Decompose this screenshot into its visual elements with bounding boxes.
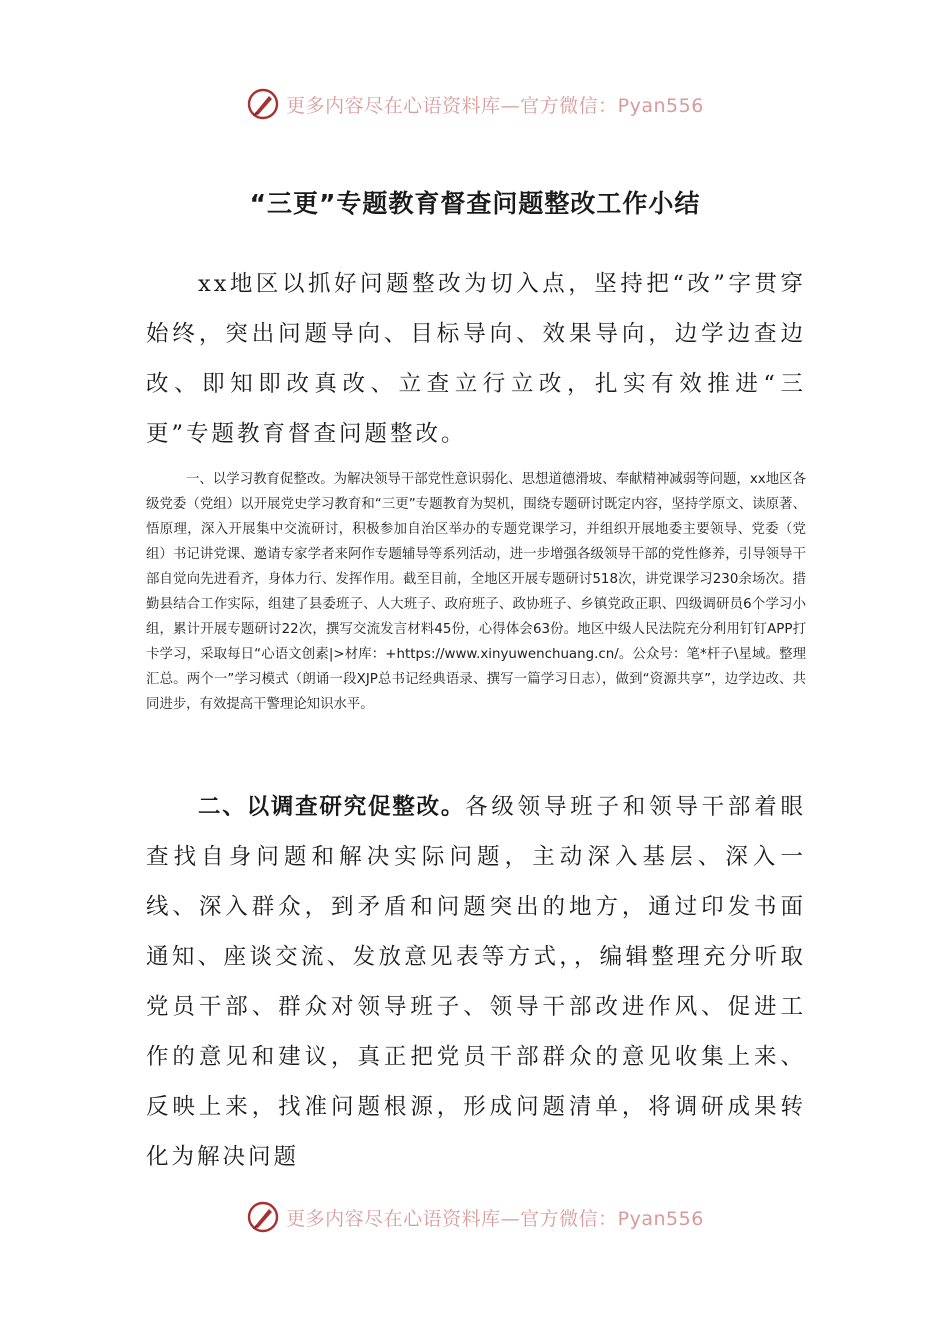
intro-paragraph: xx地区以抓好问题整改为切入点，坚持把“改”字贯穿始终，突出问题导向、目标导向、效果导向，边学边查边改、即知即改真改、立查立行立改，扎实有效推进“三更”专题教育督查问题整改。: [146, 271, 806, 447]
section-1-paragraph: 一、以学习教育促整改。为解决领导干部党性意识弱化、思想道德滑坡、奉献精神减弱等问题，xx地区各级党委（党组）以开展党史学习教育和“三更”专题教育为契机，围绕专题研讨既定内容，坚持学原文、读原著、悟原理，深入开展集中交流研讨，积极参加自治区举办的专题党课学习，并组织开展地委主要领导、党委（党组）书记讲党课、邀请专家学者来阿作专题辅导等系列活动，进一步增强各级领导干部的党性修养，引导领导干部自觉向先进看齐，身体力行、发挥作用。截至目前，全地区开展专题研讨518次，讲党课学习230余场次。措勤县结合工作实际，组建了县委班子、人大班子、政府班子、政协班子、乡镇党政正职、四级调研员6个学习小组，累计开展专题研讨22次，撰写交流发言材料45份，心得体会63份。地区中级人民法院充分利用钉钉APP打卡学习，采取每日“心语文创素|>材库：+https://www.xinyuwenchuang.cn/。公众号：笔*杆子\星域。整理汇总。两个一”学习模式（朗诵一段XJP总书记经典语录、撰写一篇学习日志），做到“资源共享”，边学边改、共同进步，有效提高干警理论知识水平。: [146, 472, 806, 712]
watermark-footer: [0, 1197, 950, 1237]
wechat-id: Pyan556: [617, 94, 704, 117]
watermark-text: 更多内容尽在心语资料库—官方微信：Pyan556: [286, 1207, 704, 1230]
document-title: “三更”专题教育督查问题整改工作小结: [249, 189, 701, 218]
section-2-heading: 二、以调查研究促整改。: [198, 794, 466, 820]
watermark-text: 更多内容尽在心语资料库—官方微信：Pyan556: [286, 94, 704, 117]
pen-logo-icon: [246, 87, 280, 121]
section-2-body: 各级领导班子和领导干部着眼查找自身问题和解决实际问题，主动深入基层、深入一线、深入群众，到矛盾和问题突出的地方，通过印发书面通知、座谈交流、发放意见表等方式，，编辑整理充分听取党员干部、群众对领导班子、领导干部改进作风、促进工作的意见和建议，真正把党员干部群众的意见收集上来、反映上来，找准问题根源，形成问题清单，将调研成果转化为解决问题: [146, 794, 806, 1170]
pen-logo-icon: [246, 1200, 280, 1234]
watermark-header: [0, 84, 950, 124]
wechat-id: Pyan556: [617, 1207, 704, 1230]
section-2-paragraph: [146, 782, 806, 1182]
